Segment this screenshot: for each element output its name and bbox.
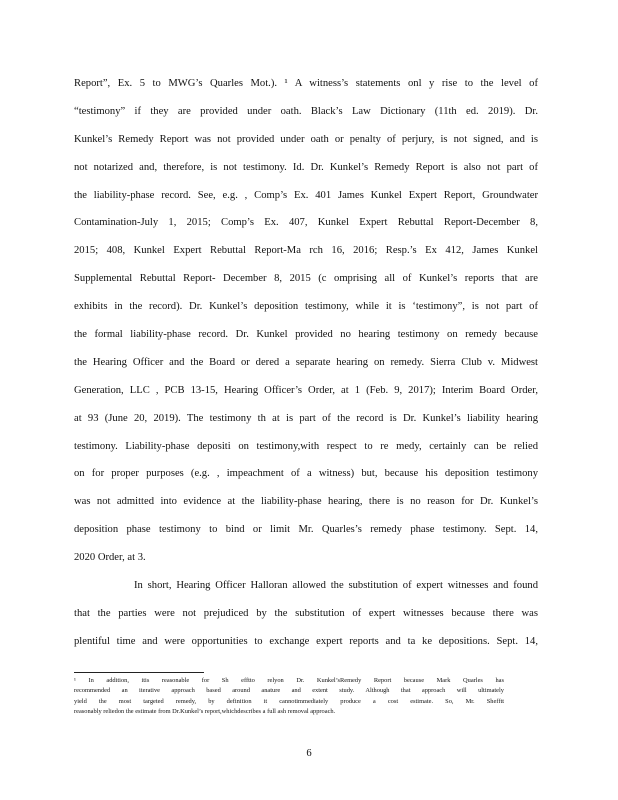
footnote-line: ¹ In addition, itis reasonable for Sh efftto relyon Dr. Kunkel’sRemedy Report because Mark Quarles has <box>74 677 504 684</box>
body-text <box>74 70 538 656</box>
body-line: 2020 Order, at 3. <box>74 552 146 564</box>
body-line: “testimony” if they are provided under oath. Black’s Law Dictionary (11th ed. 2019). Dr. <box>74 105 538 117</box>
body-line: In short, Hearing Officer Halloran allowed the substitution of expert witnesses and found <box>134 580 538 592</box>
body-line: was not admitted into evidence at the liability-phase hearing, there is no reason for Dr. Kunkel’s <box>74 496 538 508</box>
body-line: Supplemental Rebuttal Report- December 8, 2015 (c omprising all of Kunkel’s reports that are <box>74 273 538 285</box>
body-line: not notarized and, therefore, is not testimony. Id. Dr. Kunkel’s Remedy Report is also not part of <box>74 161 538 173</box>
footnote-line: recommended an iterative approach based around anature and extent study. Although that approach will ultimately <box>74 687 504 695</box>
body-line: Report”, Ex. 5 to MWG’s Quarles Mot.). ¹ A witness’s statements onl y rise to the level of <box>74 78 538 89</box>
footnote <box>74 676 504 717</box>
body-line: exhibits in the record). Dr. Kunkel’s deposition testimony, while it is ‘testimony”, is not part of <box>74 301 538 313</box>
body-line: the Hearing Officer and the Board or dered a separate hearing on remedy. Sierra Club v. Midwest <box>74 356 538 368</box>
page-number: 6 <box>306 748 312 759</box>
body-line: Generation, LLC , PCB 13-15, Hearing Officer’s Order, at 1 (Feb. 9, 2017); Interim Board Order, <box>74 384 538 396</box>
body-line: testimony. Liability-phase depositi on testimony,with respect to re medy, certainly can be relied <box>74 440 538 452</box>
body-line: the formal liability-phase record. Dr. Kunkel provided no hearing testimony on remedy because <box>74 329 538 341</box>
footnote-divider <box>74 672 204 673</box>
body-line: plentiful time and were opportunities to exchange expert reports and ta ke depositions. Sept. 14, <box>74 635 538 647</box>
body-line: 2015; 408, Kunkel Expert Rebuttal Report-Ma rch 16, 2016; Resp.’s Ex 412, James Kunkel <box>74 245 538 257</box>
body-line: on for proper purposes (e.g. , impeachment of a witness) but, because his deposition testimony <box>74 468 538 480</box>
body-line: that the parties were not prejudiced by the substitution of expert witnesses because there was <box>74 607 538 619</box>
footnote-line: reasonably reliedon the estimate from Dr.Kunkel’s report,whichdescribes a full ash removal approach. <box>74 707 336 715</box>
body-line: the liability-phase record. See, e.g. , Comp’s Ex. 401 James Kunkel Expert Report, Groundwater <box>74 189 538 201</box>
body-line: deposition phase testimony to bind or limit Mr. Quarles’s remedy phase testimony. Sept. 14, <box>74 524 538 536</box>
body-line: Kunkel’s Remedy Report was not provided under oath or penalty of perjury, is not signed, and is <box>74 133 538 145</box>
body-line: at 93 (June 20, 2019). The testimony th at is part of the record is Dr. Kunkel’s liability hearing <box>74 412 538 424</box>
footnote-line: yield the most targeted remedy, by definition it cannotimmediately produce a cost estimate. So, Mr. Shefftt <box>74 697 504 705</box>
body-line: Contamination-July 1, 2015; Comp’s Ex. 407, Kunkel Expert Rebuttal Report-December 8, <box>74 217 538 229</box>
